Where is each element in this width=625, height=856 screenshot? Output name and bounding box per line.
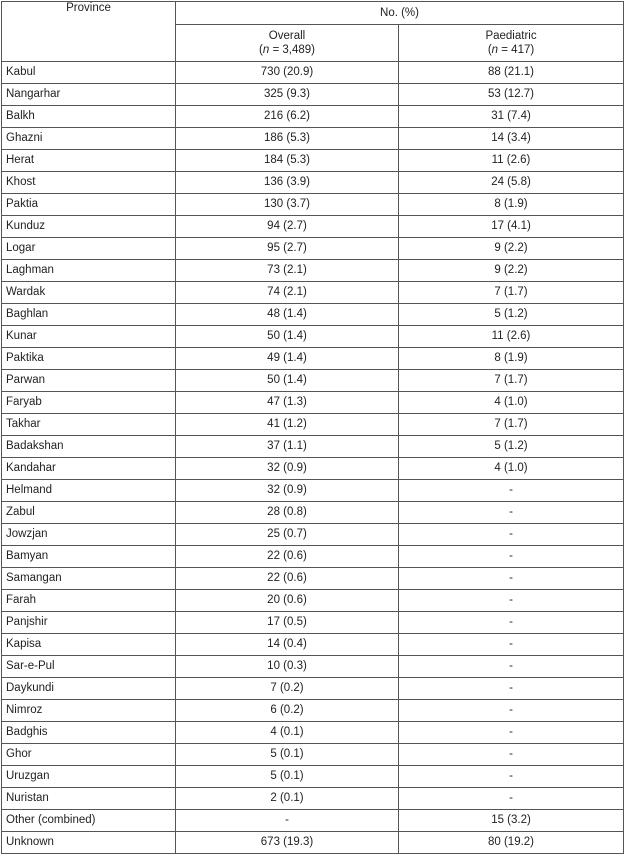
paediatric-cell: 5 (1.2)	[399, 304, 624, 326]
paediatric-cell: -	[399, 524, 624, 546]
paediatric-cell: -	[399, 656, 624, 678]
overall-n	[180, 43, 394, 57]
province-cell: Laghman	[2, 260, 176, 282]
province-cell: Balkh	[2, 106, 176, 128]
province-cell: Uruzgan	[2, 766, 176, 788]
table-row	[2, 480, 624, 502]
paediatric-cell: 11 (2.6)	[399, 326, 624, 348]
paediatric-cell: 24 (5.8)	[399, 172, 624, 194]
table-row	[2, 700, 624, 722]
paediatric-cell: -	[399, 722, 624, 744]
province-cell: Badakshan	[2, 436, 176, 458]
province-cell: Zabul	[2, 502, 176, 524]
province-cell: Ghazni	[2, 128, 176, 150]
overall-cell: 22 (0.6)	[176, 568, 399, 590]
paediatric-n-symbol: n	[491, 44, 499, 56]
paediatric-cell: 14 (3.4)	[399, 128, 624, 150]
overall-cell: 5 (0.1)	[176, 766, 399, 788]
province-cell: Herat	[2, 150, 176, 172]
table-row	[2, 392, 624, 414]
province-cell: Sar-e-Pul	[2, 656, 176, 678]
table-row	[2, 128, 624, 150]
paediatric-cell: -	[399, 612, 624, 634]
overall-cell: 186 (5.3)	[176, 128, 399, 150]
paediatric-cell: 9 (2.2)	[399, 238, 624, 260]
paediatric-cell: 7 (1.7)	[399, 414, 624, 436]
province-cell: Farah	[2, 590, 176, 612]
paediatric-cell: 4 (1.0)	[399, 458, 624, 480]
overall-cell: 32 (0.9)	[176, 480, 399, 502]
overall-cell: 5 (0.1)	[176, 744, 399, 766]
overall-cell: 22 (0.6)	[176, 546, 399, 568]
province-cell: Kapisa	[2, 634, 176, 656]
overall-cell: 32 (0.9)	[176, 458, 399, 480]
paediatric-cell: -	[399, 546, 624, 568]
overall-cell: 184 (5.3)	[176, 150, 399, 172]
overall-cell: 47 (1.3)	[176, 392, 399, 414]
overall-cell: 14 (0.4)	[176, 634, 399, 656]
province-cell: Wardak	[2, 282, 176, 304]
table-row	[2, 458, 624, 480]
table-row	[2, 612, 624, 634]
province-cell: Ghor	[2, 744, 176, 766]
province-cell: Samangan	[2, 568, 176, 590]
province-cell: Other (combined)	[2, 810, 176, 832]
overall-cell: 50 (1.4)	[176, 326, 399, 348]
table-row	[2, 524, 624, 546]
overall-cell: 25 (0.7)	[176, 524, 399, 546]
overall-cell: 20 (0.6)	[176, 590, 399, 612]
overall-cell: 74 (2.1)	[176, 282, 399, 304]
header-row-1	[2, 2, 624, 25]
overall-n-open: (	[259, 44, 263, 56]
table-row	[2, 766, 624, 788]
table-row	[2, 260, 624, 282]
paediatric-cell: 53 (12.7)	[399, 84, 624, 106]
table-row	[2, 436, 624, 458]
table-row	[2, 216, 624, 238]
province-cell: Daykundi	[2, 678, 176, 700]
table-row	[2, 172, 624, 194]
overall-n-value: = 3,489)	[269, 44, 315, 56]
province-cell: Nuristan	[2, 788, 176, 810]
overall-cell: 130 (3.7)	[176, 194, 399, 216]
overall-cell: 673 (19.3)	[176, 832, 399, 854]
province-cell: Jowzjan	[2, 524, 176, 546]
overall-cell: 6 (0.2)	[176, 700, 399, 722]
province-cell: Parwan	[2, 370, 176, 392]
table-row	[2, 84, 624, 106]
paediatric-cell: -	[399, 700, 624, 722]
table-row	[2, 414, 624, 436]
overall-cell: 216 (6.2)	[176, 106, 399, 128]
table-row	[2, 546, 624, 568]
province-cell: Panjshir	[2, 612, 176, 634]
province-cell: Faryab	[2, 392, 176, 414]
table-row	[2, 502, 624, 524]
province-cell: Nimroz	[2, 700, 176, 722]
paediatric-cell: -	[399, 744, 624, 766]
table-row	[2, 62, 624, 84]
province-cell: Takhar	[2, 414, 176, 436]
overall-cell: 10 (0.3)	[176, 656, 399, 678]
paediatric-n-open: (	[487, 44, 492, 56]
overall-cell: 50 (1.4)	[176, 370, 399, 392]
paediatric-cell: -	[399, 634, 624, 656]
paediatric-cell: 11 (2.6)	[399, 150, 624, 172]
overall-cell: 95 (2.7)	[176, 238, 399, 260]
paediatric-cell: 4 (1.0)	[399, 392, 624, 414]
table-row	[2, 744, 624, 766]
overall-cell: 28 (0.8)	[176, 502, 399, 524]
table-row	[2, 370, 624, 392]
overall-label: Overall	[268, 30, 306, 42]
overall-cell: 73 (2.1)	[176, 260, 399, 282]
table-row	[2, 678, 624, 700]
table-row	[2, 788, 624, 810]
province-cell: Kunar	[2, 326, 176, 348]
paediatric-cell: 9 (2.2)	[399, 260, 624, 282]
overall-n-symbol: n	[262, 44, 270, 56]
overall-cell: 48 (1.4)	[176, 304, 399, 326]
paediatric-cell: 80 (19.2)	[399, 832, 624, 854]
paediatric-cell: -	[399, 568, 624, 590]
overall-cell: 17 (0.5)	[176, 612, 399, 634]
table-row	[2, 810, 624, 832]
province-cell: Baghlan	[2, 304, 176, 326]
overall-cell: 730 (20.9)	[176, 62, 399, 84]
paediatric-cell: -	[399, 766, 624, 788]
province-table	[1, 1, 624, 854]
overall-cell: 136 (3.9)	[176, 172, 399, 194]
overall-cell: 325 (9.3)	[176, 84, 399, 106]
table-row	[2, 326, 624, 348]
province-cell: Bamyan	[2, 546, 176, 568]
table-row	[2, 106, 624, 128]
table-body	[2, 62, 624, 854]
table-row	[2, 722, 624, 744]
province-cell: Kandahar	[2, 458, 176, 480]
province-cell: Khost	[2, 172, 176, 194]
table-row	[2, 194, 624, 216]
table-row	[2, 568, 624, 590]
paediatric-cell: -	[399, 480, 624, 502]
paediatric-cell: 7 (1.7)	[399, 282, 624, 304]
province-cell: Helmand	[2, 480, 176, 502]
province-cell: Logar	[2, 238, 176, 260]
province-cell: Badghis	[2, 722, 176, 744]
paediatric-cell: 31 (7.4)	[399, 106, 624, 128]
table-row	[2, 348, 624, 370]
paediatric-cell: -	[399, 788, 624, 810]
overall-cell: 7 (0.2)	[176, 678, 399, 700]
province-header: Province	[2, 2, 176, 62]
table-row	[2, 634, 624, 656]
province-cell: Nangarhar	[2, 84, 176, 106]
table-row	[2, 150, 624, 172]
table-row	[2, 832, 624, 854]
overall-cell: 4 (0.1)	[176, 722, 399, 744]
paediatric-n-value: = 417)	[498, 44, 535, 56]
paediatric-cell: 7 (1.7)	[399, 370, 624, 392]
paediatric-cell: 88 (21.1)	[399, 62, 624, 84]
paediatric-cell: -	[399, 502, 624, 524]
province-cell: Kunduz	[2, 216, 176, 238]
province-cell: Kabul	[2, 62, 176, 84]
table-row	[2, 238, 624, 260]
table-row	[2, 590, 624, 612]
overall-header	[176, 25, 399, 62]
paediatric-cell: 17 (4.1)	[399, 216, 624, 238]
no-percent-header: No. (%)	[176, 2, 624, 25]
paediatric-cell: -	[399, 678, 624, 700]
table-header	[2, 2, 624, 62]
paediatric-cell: 8 (1.9)	[399, 194, 624, 216]
overall-cell: 2 (0.1)	[176, 788, 399, 810]
paediatric-label: Paediatric	[485, 30, 537, 42]
paediatric-n	[403, 43, 619, 57]
table-row	[2, 656, 624, 678]
province-cell: Paktika	[2, 348, 176, 370]
overall-cell: 37 (1.1)	[176, 436, 399, 458]
paediatric-header	[399, 25, 624, 62]
paediatric-cell: -	[399, 590, 624, 612]
overall-cell: 94 (2.7)	[176, 216, 399, 238]
overall-cell: -	[176, 810, 399, 832]
province-cell: Paktia	[2, 194, 176, 216]
paediatric-cell: 15 (3.2)	[399, 810, 624, 832]
province-cell: Unknown	[2, 832, 176, 854]
overall-cell: 41 (1.2)	[176, 414, 399, 436]
table-row	[2, 304, 624, 326]
overall-cell: 49 (1.4)	[176, 348, 399, 370]
paediatric-cell: 8 (1.9)	[399, 348, 624, 370]
paediatric-cell: 5 (1.2)	[399, 436, 624, 458]
table-row	[2, 282, 624, 304]
